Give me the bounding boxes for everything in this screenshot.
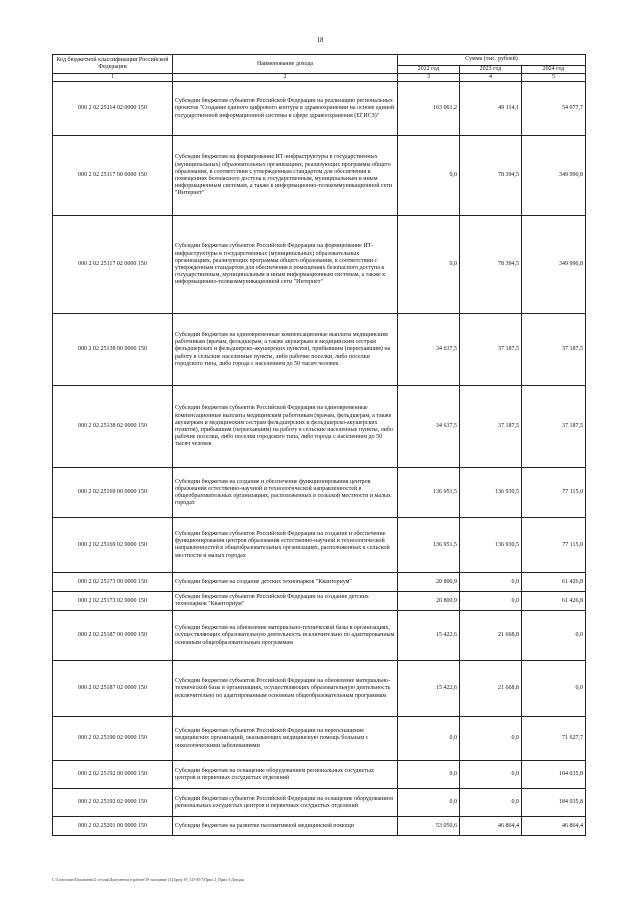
row-name: Субсидии бюджетам субъектов Российской Федерации на единовременные компенсационные выплаты медицинским работникам (врачам, фельдшерам, а также акушеркам и медицинским сестрам фельдшерских и фельдшерско-акушерских пунктов), прибывшим (переехавшим) на работу в сельские населенные пункты, либо рабочие поселки, либо поселки городского типа, либо города с населением до 50 тысяч человек	[173, 386, 398, 468]
row-name: Субсидии бюджетам на создание детских технопарков "Кванториум"	[173, 573, 398, 592]
row-value-2024: 184 035,8	[522, 789, 586, 817]
row-code: 000 2 02 25138 02 0000 150	[53, 386, 173, 468]
row-value-2022: 15 422,6	[398, 661, 460, 717]
table-row	[53, 817, 586, 836]
row-code: 000 2 02 25138 00 0000 150	[53, 314, 173, 386]
row-value-2023: 49 114,1	[460, 82, 522, 136]
header-year-2022: 2022 год	[398, 66, 460, 74]
row-value-2024: 37 187,5	[522, 386, 586, 468]
row-value-2023: 78 394,5	[460, 216, 522, 314]
row-value-2023: 136 930,5	[460, 468, 522, 518]
table-row	[53, 592, 586, 611]
row-name: Субсидии бюджетам субъектов Российской Федерации на оснащение оборудованием региональных сосудистых центров и первичных сосудистых отделений	[173, 789, 398, 817]
table-row	[53, 573, 586, 592]
row-name: Субсидии бюджетам субъектов Российской Федерации на создание и обеспечение функционирования центров образования естественно-научной и технологической направленностей в общеобразовательных организациях, расположенных в сельской местности и малых городах	[173, 518, 398, 573]
row-code: 000 2 02 25187 00 0000 150	[53, 611, 173, 661]
table-row	[53, 386, 586, 468]
table-row	[53, 611, 586, 661]
table-row	[53, 761, 586, 789]
row-value-2022: 34 637,5	[398, 386, 460, 468]
page-number: 18	[316, 36, 324, 44]
table-row	[53, 518, 586, 573]
row-code: 000 2 02 25201 00 0000 150	[53, 817, 173, 836]
row-value-2024: 349 990,8	[522, 216, 586, 314]
table-row	[53, 717, 586, 761]
header-year-2023: 2023 год	[460, 66, 522, 74]
row-code: 000 2 02 25117 00 0000 150	[53, 136, 173, 216]
row-name: Субсидии бюджетам на единовременные компенсационные выплаты медицинским работникам (врачам, фельдшерам, а также акушеркам и медицинским сестрам фельдшерских и фельдшерско-акушерских пунктов), прибывшим (переехавшим) на работу в сельские населенные пункты, либо рабочие поселки, либо поселки городского типа, либо города с населением до 50 тысяч человек	[173, 314, 398, 386]
row-value-2022: 53 050,6	[398, 817, 460, 836]
row-value-2023: 21 668,8	[460, 661, 522, 717]
row-value-2023: 0,0	[460, 789, 522, 817]
header-sum: Сумма (тыс. рублей)	[398, 55, 586, 66]
footer-file-path: C:\Users\user\Documents\2 сессия\Документы в работе\19 заседание (12)\proj\19_313-П-7\Прил 2_Прил 5 Доходы	[52, 877, 245, 882]
table-row	[53, 468, 586, 518]
row-value-2023: 37 187,5	[460, 314, 522, 386]
row-value-2022: 136 951,5	[398, 468, 460, 518]
row-value-2024: 77 115,0	[522, 468, 586, 518]
row-value-2023: 78 394,5	[460, 136, 522, 216]
row-code: 000 2 02 25190 02 0000 150	[53, 717, 173, 761]
row-name: Субсидии бюджетам субъектов Российской Федерации на обновление материально-технической базы в организациях, осуществляющих образовательную деятельность исключительно по адаптированным основным общеобразовательным программам	[173, 661, 398, 717]
row-value-2024: 61 426,8	[522, 592, 586, 611]
row-code: 000 2 02 25192 00 0000 150	[53, 761, 173, 789]
row-name: Субсидии бюджетам на развитие паллиативной медицинской помощи	[173, 817, 398, 836]
table-row	[53, 82, 586, 136]
row-value-2023: 21 668,8	[460, 611, 522, 661]
row-code: 000 2 02 25173 00 0000 150	[53, 573, 173, 592]
row-value-2022: 0,0	[398, 136, 460, 216]
row-value-2024: 184 035,8	[522, 761, 586, 789]
row-value-2022: 0,0	[398, 717, 460, 761]
row-value-2022: 15 422,6	[398, 611, 460, 661]
row-name: Субсидии бюджетам на обновление материально-технической базы в организациях, осуществляющих образовательную деятельность исключительно по адаптированным основным общеобразовательным программам	[173, 611, 398, 661]
row-value-2024: 349 990,8	[522, 136, 586, 216]
row-value-2024: 0,0	[522, 611, 586, 661]
col-number-5: 5	[522, 74, 586, 82]
row-value-2024: 77 115,0	[522, 518, 586, 573]
row-value-2023: 0,0	[460, 761, 522, 789]
row-value-2022: 0,0	[398, 761, 460, 789]
row-value-2022: 163 061,2	[398, 82, 460, 136]
row-value-2022: 0,0	[398, 789, 460, 817]
header-name: Наименование дохода	[173, 55, 398, 74]
row-name: Субсидии бюджетам субъектов Российской Федерации на переоснащение медицинских организаций, оказывающих медицинскую помощь больным с онкологическими заболеваниями	[173, 717, 398, 761]
row-value-2024: 37 187,5	[522, 314, 586, 386]
row-value-2024: 0,0	[522, 661, 586, 717]
col-number-4: 4	[460, 74, 522, 82]
row-value-2023: 136 930,5	[460, 518, 522, 573]
row-value-2023: 37 187,5	[460, 386, 522, 468]
row-value-2022: 34 637,5	[398, 314, 460, 386]
row-name: Субсидии бюджетам субъектов Российской Федерации на реализацию региональных проектов "Создание единого цифрового контура в здравоохранении на основе единой государственной информационной системы в сфере здравоохранения (ЕГИСЗ)"	[173, 82, 398, 136]
row-value-2023: 0,0	[460, 592, 522, 611]
row-code: 000 2 02 25173 02 0000 150	[53, 592, 173, 611]
row-value-2023: 0,0	[460, 573, 522, 592]
row-value-2023: 0,0	[460, 717, 522, 761]
row-value-2024: 71 627,7	[522, 717, 586, 761]
row-name: Субсидии бюджетам на создание и обеспечение функционирования центров образования естественно-научной и технологической направленностей в общеобразовательных организациях, расположенных в сельской местности и малых городах	[173, 468, 398, 518]
header-year-2024: 2024 год	[522, 66, 586, 74]
table-row	[53, 314, 586, 386]
row-code: 000 2 02 25187 02 0000 150	[53, 661, 173, 717]
row-name: Субсидии бюджетам на оснащение оборудованием региональных сосудистых центров и первичных сосудистых отделений	[173, 761, 398, 789]
row-value-2022: 20 800,9	[398, 573, 460, 592]
row-name: Субсидии бюджетам субъектов Российской Федерации на создание детских технопарков "Кванториум"	[173, 592, 398, 611]
row-code: 000 2 02 25169 00 0000 150	[53, 468, 173, 518]
col-number-1: 1	[53, 74, 173, 82]
header-code: Код бюджетной классификации Российской Федерации	[53, 55, 173, 74]
col-number-3: 3	[398, 74, 460, 82]
table-row	[53, 789, 586, 817]
row-name: Субсидии бюджетам на формирование ИТ-инфраструктуры в государственных (муниципальных) образовательных организациях, реализующих программы общего образования, в соответствии с утвержденным стандартом для обеспечения в помещениях безопасного доступа к государственным, муниципальным и иным информационным системам, а также к информационно-телекоммуникационной сети "Интернет"	[173, 136, 398, 216]
row-name: Субсидии бюджетам субъектов Российской Федерации на формирование ИТ-инфраструктуры в государственных (муниципальных) образовательных организациях, реализующих программы общего образования, в соответствии с утвержденным стандартом для обеспечения в помещениях безопасного доступа к государственным, муниципальным и иным информационным системам, а также к информационно-телекоммуникационной сети "Интернет"	[173, 216, 398, 314]
row-code: 000 2 02 25117 02 0000 150	[53, 216, 173, 314]
table-row	[53, 136, 586, 216]
revenue-table	[52, 54, 586, 836]
col-number-2: 2	[173, 74, 398, 82]
row-value-2023: 46 864,4	[460, 817, 522, 836]
row-value-2022: 20 800,9	[398, 592, 460, 611]
row-code: 000 2 02 25169 02 0000 150	[53, 518, 173, 573]
row-code: 000 2 02 25192 02 0000 150	[53, 789, 173, 817]
row-value-2024: 46 864,4	[522, 817, 586, 836]
row-value-2022: 0,0	[398, 216, 460, 314]
row-value-2024: 54 077,7	[522, 82, 586, 136]
row-value-2022: 136 951,5	[398, 518, 460, 573]
table-row	[53, 216, 586, 314]
row-code: 000 2 02 25114 02 0000 150	[53, 82, 173, 136]
row-value-2024: 61 426,8	[522, 573, 586, 592]
table-row	[53, 661, 586, 717]
